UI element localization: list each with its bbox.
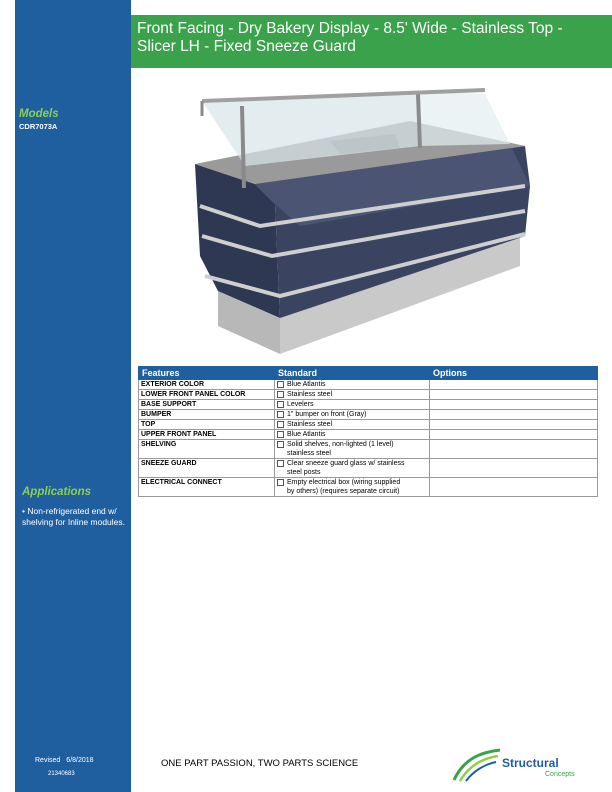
table-row bbox=[139, 478, 598, 497]
standard-cell bbox=[275, 430, 430, 440]
checkbox-icon bbox=[277, 431, 284, 438]
options-cell bbox=[430, 478, 598, 497]
standard-text-cont: steel posts bbox=[287, 469, 321, 476]
standard-text: Clear sneeze guard glass w/ stainless bbox=[287, 460, 405, 467]
table-row bbox=[139, 410, 598, 420]
standard-text: Stainless steel bbox=[287, 421, 333, 428]
revised-info bbox=[35, 757, 94, 764]
standard-text-cont: by others) (requires separate circuit) bbox=[287, 488, 400, 495]
standard-cell bbox=[275, 400, 430, 410]
feature-cell: BASE SUPPORT bbox=[139, 400, 275, 410]
standard-cell bbox=[275, 440, 430, 459]
feature-cell: LOWER FRONT PANEL COLOR bbox=[139, 390, 275, 400]
table-row bbox=[139, 390, 598, 400]
checkbox-icon bbox=[277, 479, 284, 486]
options-cell bbox=[430, 459, 598, 478]
options-header: Options bbox=[430, 367, 598, 380]
features-table bbox=[138, 366, 598, 497]
checkbox-icon bbox=[277, 391, 284, 398]
checkbox-icon bbox=[277, 381, 284, 388]
display-case-image bbox=[180, 86, 550, 358]
title-line-1: Front Facing - Dry Bakery Display - 8.5' Wide - Stainless Top - bbox=[137, 20, 563, 37]
standard-text: Stainless steel bbox=[287, 391, 333, 398]
table-row bbox=[139, 420, 598, 430]
standard-text-cont: stainless steel bbox=[287, 450, 331, 457]
tagline: ONE PART PASSION, TWO PARTS SCIENCE bbox=[161, 758, 359, 769]
standard-cell bbox=[275, 459, 430, 478]
table-header-row bbox=[139, 367, 598, 380]
standard-text: 1" bumper on front (Gray) bbox=[287, 411, 367, 418]
structural-concepts-logo-icon bbox=[452, 748, 504, 782]
checkbox-icon bbox=[277, 421, 284, 428]
feature-cell: BUMPER bbox=[139, 410, 275, 420]
revised-date: 6/8/2018 bbox=[66, 757, 94, 764]
table-row bbox=[139, 430, 598, 440]
feature-cell: ELECTRICAL CONNECT bbox=[139, 478, 275, 497]
table-row bbox=[139, 440, 598, 459]
checkbox-icon bbox=[277, 460, 284, 467]
table-row bbox=[139, 459, 598, 478]
table-row bbox=[139, 380, 598, 390]
options-cell bbox=[430, 390, 598, 400]
feature-cell: SHELVING bbox=[139, 440, 275, 459]
standard-cell bbox=[275, 390, 430, 400]
feature-cell: EXTERIOR COLOR bbox=[139, 380, 275, 390]
revised-label: Revised bbox=[35, 757, 61, 764]
title-line-2: Slicer LH - Fixed Sneeze Guard bbox=[137, 38, 356, 55]
applications-label: Applications bbox=[22, 486, 92, 498]
checkbox-icon bbox=[277, 441, 284, 448]
options-cell bbox=[430, 410, 598, 420]
options-cell bbox=[430, 440, 598, 459]
applications-text: • Non-refrigerated end w/ shelving for Inline modules. bbox=[22, 506, 126, 527]
feature-cell: TOP bbox=[139, 420, 275, 430]
standard-cell bbox=[275, 380, 430, 390]
options-cell bbox=[430, 380, 598, 390]
checkbox-icon bbox=[277, 411, 284, 418]
models-label: Models bbox=[19, 108, 59, 120]
model-code: CDR7073A bbox=[19, 122, 58, 131]
page-title bbox=[137, 20, 607, 56]
standard-text: Blue Atlantis bbox=[287, 381, 326, 388]
standard-cell bbox=[275, 410, 430, 420]
standard-cell bbox=[275, 478, 430, 497]
feature-cell: SNEEZE GUARD bbox=[139, 459, 275, 478]
standard-text: Levelers bbox=[287, 401, 314, 408]
standard-text: Empty electrical box (wiring supplied bbox=[287, 479, 401, 486]
table-row bbox=[139, 400, 598, 410]
logo-name: Structural bbox=[502, 756, 559, 770]
standard-text: Solid shelves, non-lighted (1 level) bbox=[287, 441, 394, 448]
checkbox-icon bbox=[277, 401, 284, 408]
document-number: 21340683 bbox=[48, 771, 75, 777]
standard-header: Standard bbox=[275, 367, 430, 380]
standard-text: Blue Atlantis bbox=[287, 431, 326, 438]
logo-subtitle: Concepts bbox=[545, 771, 575, 778]
standard-cell bbox=[275, 420, 430, 430]
feature-cell: UPPER FRONT PANEL bbox=[139, 430, 275, 440]
features-header: Features bbox=[139, 367, 275, 380]
options-cell bbox=[430, 430, 598, 440]
options-cell bbox=[430, 400, 598, 410]
options-cell bbox=[430, 420, 598, 430]
